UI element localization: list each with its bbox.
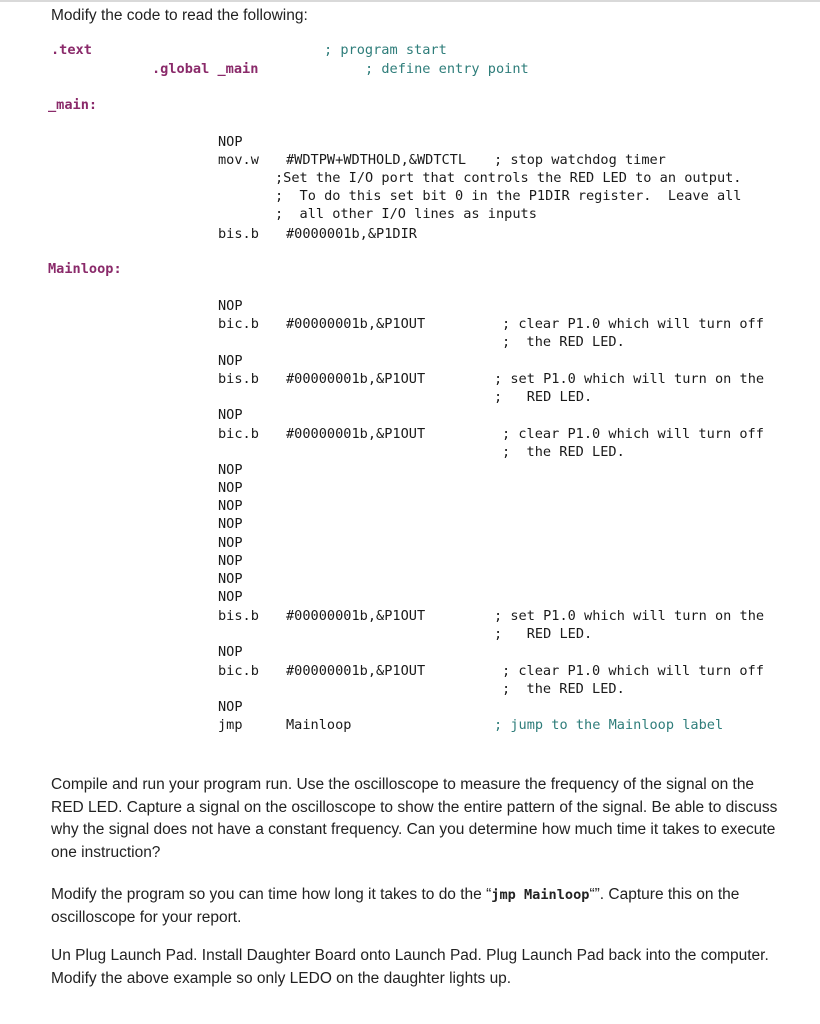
code-bic-instr: bic.b <box>218 426 259 442</box>
code-nop: NOP <box>218 589 243 605</box>
code-clear-comment-cont: ; the RED LED. <box>502 681 625 697</box>
code-clear-comment-cont: ; the RED LED. <box>502 444 625 460</box>
code-setio-comment-2: ; To do this set bit 0 in the P1DIR register. Leave all <box>275 188 742 204</box>
code-bis-instr: bis.b <box>218 608 259 624</box>
paragraph-2-inline-code: jmp Mainloop <box>491 887 590 903</box>
code-nop: NOP <box>218 516 243 532</box>
code-clear-comment-cont: ; the RED LED. <box>502 334 625 350</box>
code-set-comment-cont: ; RED LED. <box>494 626 593 642</box>
code-nop: NOP <box>218 535 243 551</box>
instructions-paragraph-1: Compile and run your program run. Use the oscilloscope to measure the frequency of the signal on the RED LED. Capture a signal on the oscilloscope to show the entire pattern of the signal. Be able to discuss why the signal does not have a constant frequency. Can you determine how much time it takes to execute one instruction? <box>51 776 778 861</box>
code-nop: NOP <box>218 134 243 150</box>
code-nop: NOP <box>218 407 243 423</box>
code-bic-operand: #00000001b,&P1OUT <box>286 316 426 332</box>
code-mov-operand: #WDTPW+WDTHOLD,&WDTCTL <box>286 152 467 168</box>
code-set-comment: ; set P1.0 which will turn on the <box>494 608 765 624</box>
global-directive: .global _main <box>152 61 259 77</box>
code-nop: NOP <box>218 298 243 314</box>
code-setio-comment-1: ;Set the I/O port that controls the RED LED to an output. <box>275 170 742 186</box>
code-clear-comment: ; clear P1.0 which will turn off <box>502 316 764 332</box>
code-set-comment: ; set P1.0 which will turn on the <box>494 371 765 387</box>
code-set-comment-cont: ; RED LED. <box>494 389 593 405</box>
code-bis-operand: #00000001b,&P1OUT <box>286 371 426 387</box>
code-nop: NOP <box>218 553 243 569</box>
code-setio-comment-3: ; all other I/O lines as inputs <box>275 206 537 222</box>
code-bic-instr: bic.b <box>218 316 259 332</box>
code-watchdog-comment: ; stop watchdog timer <box>494 152 666 168</box>
code-bic-instr: bic.b <box>218 663 259 679</box>
code-nop: NOP <box>218 571 243 587</box>
code-mov-instr: mov.w <box>218 152 259 168</box>
code-jmp-operand: Mainloop <box>286 717 352 733</box>
code-bic-operand: #00000001b,&P1OUT <box>286 426 426 442</box>
main-label: _main: <box>48 97 98 113</box>
paragraph-2-text-end: “”. Capture this on the oscilloscope for your report. <box>51 886 740 926</box>
code-nop: NOP <box>218 462 243 478</box>
code-jmp-comment: ; jump to the Mainloop label <box>494 717 724 733</box>
instructions-paragraph-2 <box>51 884 791 929</box>
text-directive: .text <box>51 42 92 58</box>
code-bis-dir-instr: bis.b <box>218 226 259 242</box>
code-bis-instr: bis.b <box>218 371 259 387</box>
code-clear-comment: ; clear P1.0 which will turn off <box>502 426 764 442</box>
code-clear-comment: ; clear P1.0 which will turn off <box>502 663 764 679</box>
code-bis-dir-operand: #0000001b,&P1DIR <box>286 226 417 242</box>
instructions-paragraph-3: Un Plug Launch Pad. Install Daughter Board onto Launch Pad. Plug Launch Pad back into the computer. Modify the above example so only LEDO on the daughter lights up. <box>51 947 769 987</box>
entry-point-comment: ; define entry point <box>365 61 529 77</box>
page-heading: Modify the code to read the following: <box>51 7 308 24</box>
code-nop: NOP <box>218 480 243 496</box>
code-nop: NOP <box>218 644 243 660</box>
mainloop-label: Mainloop: <box>48 261 122 277</box>
program-start-comment: ; program start <box>324 42 447 58</box>
code-nop: NOP <box>218 498 243 514</box>
code-bis-operand: #00000001b,&P1OUT <box>286 608 426 624</box>
code-nop: NOP <box>218 699 243 715</box>
code-nop: NOP <box>218 353 243 369</box>
code-bic-operand: #00000001b,&P1OUT <box>286 663 426 679</box>
top-divider <box>0 0 820 2</box>
code-jmp-instr: jmp <box>218 717 243 733</box>
paragraph-2-text-start: Modify the program so you can time how long it takes to do the “ <box>51 886 492 903</box>
